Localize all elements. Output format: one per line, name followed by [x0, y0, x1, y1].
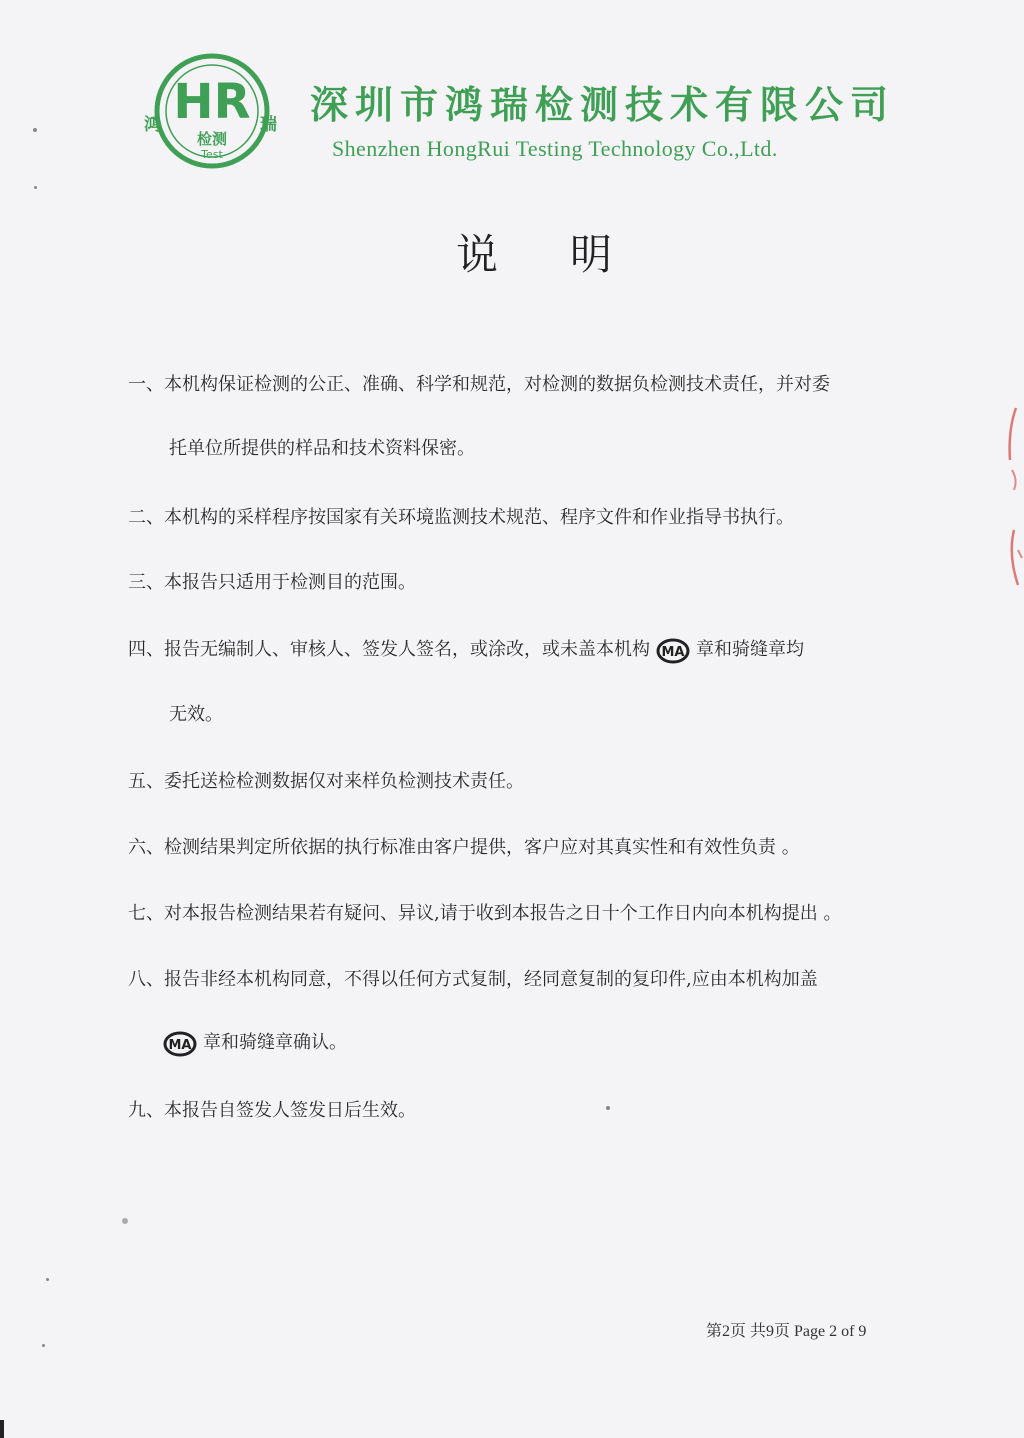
item-number: 四、: [128, 639, 164, 660]
page-number: 第2页 共9页 Page 2 of 9: [706, 1323, 867, 1340]
list-item-continuation: [163, 1031, 347, 1055]
item-text: 委托送检检测数据仅对来样负检测技术责任。: [164, 771, 524, 792]
list-item: [128, 572, 416, 594]
scan-speck: [42, 1344, 45, 1347]
item-number: 二、: [128, 507, 164, 528]
list-item-continuation: 托单位所提供的样品和技术资料保密。: [169, 438, 475, 459]
page-title: 说明: [456, 230, 685, 279]
item-text: 本报告自签发人签发日后生效。: [164, 1100, 416, 1121]
logo-left-char: 鸿: [144, 115, 161, 135]
item-text: 本报告只适用于检测目的范围。: [164, 572, 416, 593]
item-text: 检测结果判定所依据的执行标准由客户提供，客户应对其真实性和有效性负责 。: [164, 837, 800, 858]
item-number: 一、: [128, 374, 164, 395]
red-stamp-fragment: [994, 400, 1024, 600]
company-logo: [144, 52, 277, 170]
item-text: 本机构保证检测的公正、准确、科学和规范，对检测的数据负检测技术责任，并对委: [164, 374, 830, 395]
item-text: 本机构的采样程序按国家有关环境监测技术规范、程序文件和作业指导书执行。: [164, 507, 794, 528]
cma-seal-icon: [163, 1031, 197, 1057]
list-item: [128, 507, 794, 529]
item-text: 报告无编制人、审核人、签发人签名，或涂改，或未盖本机构: [164, 639, 650, 660]
list-item: [128, 771, 524, 793]
logo-letters: HR: [173, 74, 251, 130]
item-text: 章和骑缝章确认。: [203, 1032, 347, 1053]
scan-speck: [33, 128, 37, 132]
scan-speck: [34, 186, 37, 189]
company-name-cn: 深圳市鸿瑞检测技术有限公司: [310, 83, 896, 127]
list-item: [128, 1100, 416, 1122]
seal-label: MA: [168, 1038, 192, 1053]
list-item: [128, 837, 800, 859]
item-number: 三、: [128, 572, 164, 593]
logo-right-char: 瑞: [260, 115, 277, 135]
item-text: 对本报告检测结果若有疑问、异议,请于收到本报告之日十个工作日内向本机构提出 。: [164, 903, 842, 924]
company-name-en: Shenzhen HongRui Testing Technology Co.,Ltd.: [332, 136, 778, 161]
item-text: 报告非经本机构同意，不得以任何方式复制，经同意复制的复印件,应由本机构加盖: [164, 969, 818, 990]
list-item: [128, 638, 804, 662]
logo-sub-en: Test: [201, 148, 223, 161]
list-item-continuation: 无效。: [169, 704, 223, 725]
scan-speck: [606, 1106, 610, 1110]
list-item: [128, 903, 841, 925]
cma-seal-icon: [656, 638, 690, 664]
item-number: 九、: [128, 1100, 164, 1121]
scan-edge-mark: [0, 1420, 4, 1438]
item-number: 五、: [128, 771, 164, 792]
seal-label: MA: [661, 645, 685, 660]
scan-speck: [46, 1278, 49, 1281]
list-item: [128, 969, 818, 991]
item-number: 七、: [128, 903, 164, 924]
item-number: 八、: [128, 969, 164, 990]
scan-speck: [122, 1218, 128, 1224]
item-text: 章和骑缝章均: [696, 639, 804, 660]
logo-sub-cn: 检测: [196, 130, 228, 148]
item-number: 六、: [128, 837, 164, 858]
list-item: [128, 374, 830, 396]
